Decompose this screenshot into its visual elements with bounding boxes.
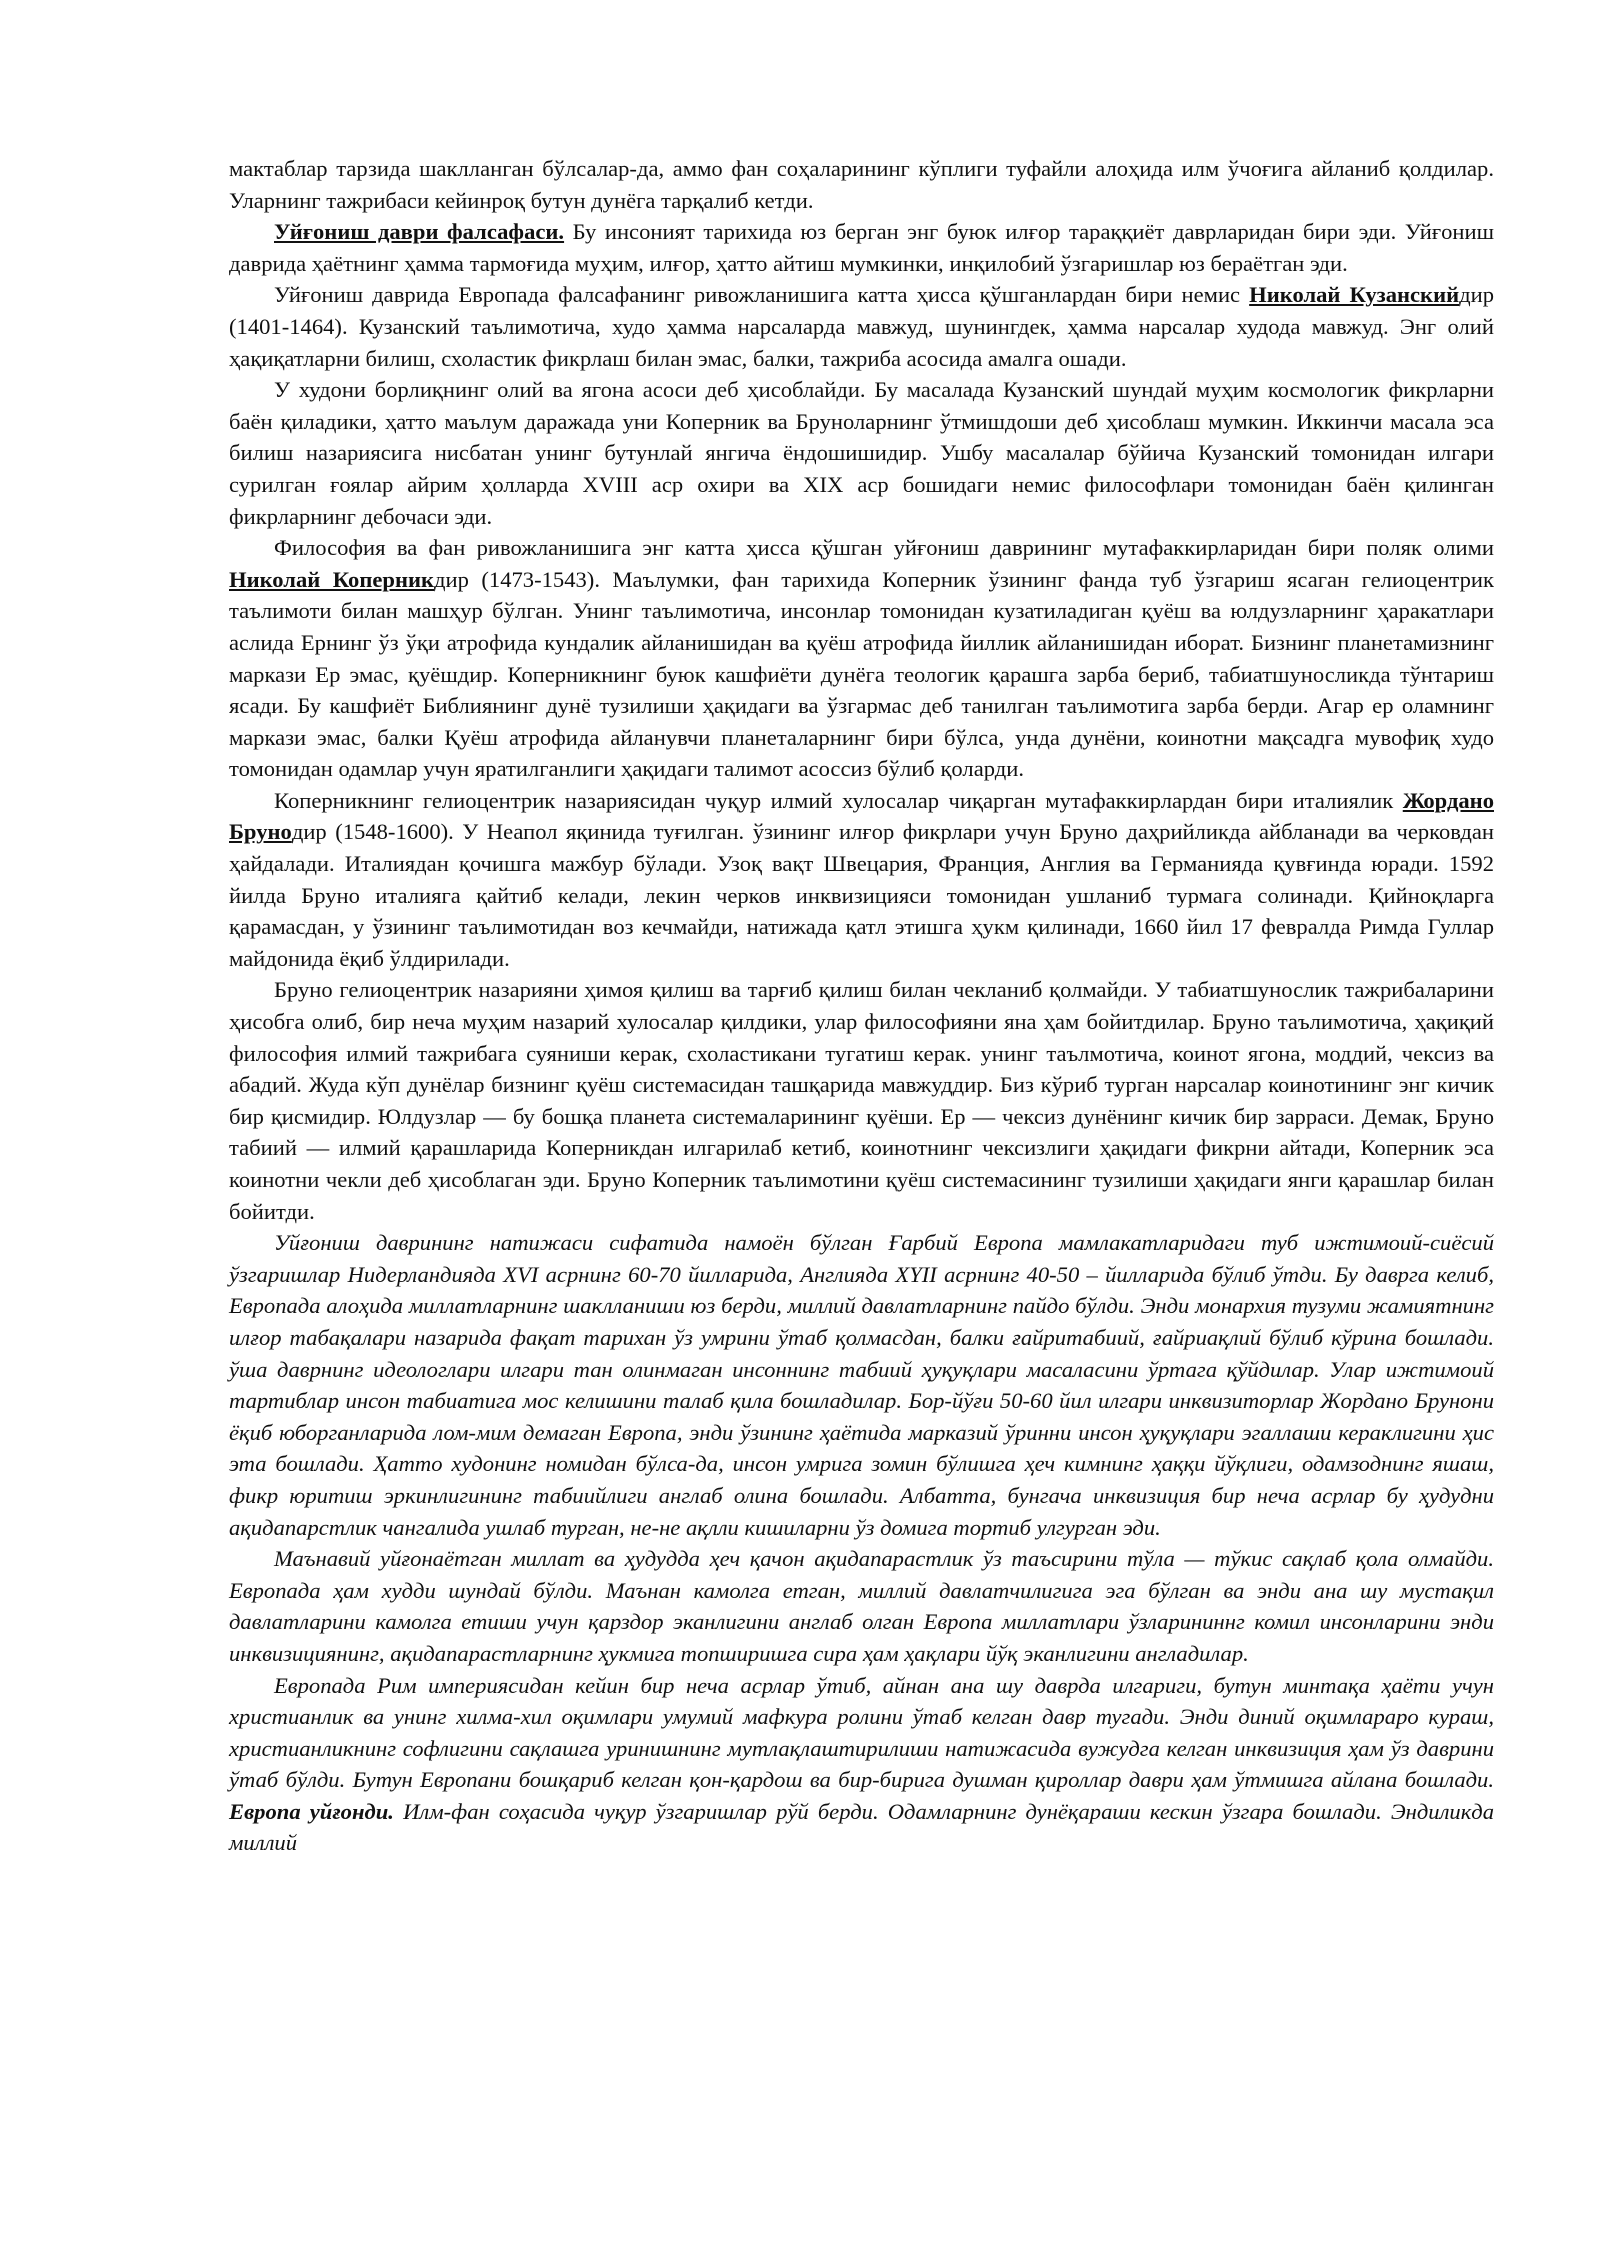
paragraph-text: Илм-фан соҳасида чуқур ўзгаришлар рўй берди. Одамларнинг дунёқараши кескин ўзгара бошлади. Эндиликда миллий	[229, 1798, 1495, 1856]
document-page	[229, 153, 1494, 1859]
paragraph-renaissance-philosophy	[229, 216, 1494, 279]
paragraph-copernicus	[229, 532, 1494, 785]
paragraph-schools	[229, 153, 1494, 216]
paragraph-text: дир (1401-1464). Кузанский таълимотича, худо ҳамма нарсаларда мавжуд, шунингдек, ҳамма нарсалар худода мавжуд. Энг олий ҳақиқатларни билиш, схоластик фикрлаш билан эмас, балки, тажриба асосида амалга ошади.	[229, 282, 1494, 371]
paragraph-bruno-heliocentric	[229, 974, 1494, 1227]
paragraph-europe-awakened	[229, 1670, 1494, 1860]
term-nicholas-of-cusa: Николай Кузанский	[1249, 282, 1460, 308]
bold-phrase: Европа уйғонди.	[229, 1798, 394, 1824]
paragraph-text: Европада Рим империясидан кейин бир неча асрлар ўтиб, айнан ана шу даврда илгариги, бутун минтақа ҳаёти учун христианлик ва унинг хилма-хил оқимлари умумий мафкура ролини ўтаб келган давр тугади. Энди диний оқимлараро кураш, христианликнинг софлигини сақлашга уринишнинг мутлақлаштирилиши натижасида вужудга келган инквизиция ҳам ўз даврини ўтаб бўлди. Бутун Европани бошқариб келган қон-қардош ва бир-бирига душман қироллар даври ҳам ўтмишга айлана бошлади.	[229, 1672, 1494, 1793]
paragraph-bruno	[229, 785, 1494, 975]
paragraph-text: дир (1473-1543). Маълумки, фан тарихида Коперник ўзининг фанда туб ўзгариш ясаган гелиоцентрик таълимоти билан машҳур бўлган. Унинг таълимотича, инсонлар томонидан кузатиладиган қуёш ва юлдузларнинг ҳаракатлари аслида Ернинг ўз ўқи атрофида кундалик айланишидан ва қуёш атрофида йиллик айланишидан иборат. Бизнинг планетамизнинг маркази Ер эмас, қуёшдир. Коперникнинг буюк кашфиёти дунёга теологик қарашга зарба бериб, табиатшуносликда тўнтариш ясади. Бу кашфиёт Библиянинг дунё тузилиши ҳақидаги ва ўзгармас деб танилган таълимотига зарба берди. Агар ер оламнинг маркази эмас, балки Қуёш атрофида айланувчи планеталарнинг бири бўлса, унда дунёни, коинотни мақсадга мувофиқ худо томонидан одамлар учун яратилганлиги ҳақидаги талимот асоссиз бўлиб қоларди.	[229, 566, 1494, 782]
paragraph-text: дир (1548-1600). У Неапол яқинида туғилган. ўзининг илғор фикрлари учун Бруно даҳрийликда айбланади ва черковдан ҳайдалади. Италиядан қочишга мажбур бўлади. Узоқ вақт Швецария, Франция, Англия ва Германияда қувғинда юради. 1592 йилда Бруно италияга қайтиб келади, лекин черков инквизицияси томонидан ушланиб турмага солинади. Қийноқларга қарамасдан, у ўзининг таълимотидан воз кечмайди, натижада қатл этишга ҳукм қилинади, 1660 йил 17 февралда Римда Гуллар майдонида ёқиб ўлдирилади.	[229, 819, 1494, 971]
paragraph-text: Коперникнинг гелиоцентрик назариясидан чуқур илмий хулосалар чиқарган мутафаккирлардан бири италиялик	[274, 787, 1403, 813]
paragraph-text: Маънавий уйғонаётган миллат ва ҳудудда ҳеч қачон ақидапарастлик ўз таъсирини тўла — тўкис сақлаб қола олмайди. Европада ҳам худди шундай бўлди. Маънан камолга етган, миллий давлатчилигига эга бўлган ва энди ана шу мустақил давлатларини камолга етиши учун қарздор эканлигини англаб олган Европа миллатлари ўзларининнг комил инсонларини энди инквизициянинг, ақидапарастларнинг ҳукмига топширишга сира ҳам ҳақлари йўқ эканлигини англадилар.	[229, 1546, 1494, 1666]
paragraph-text: Уйғониш даврининг натижаси сифатида намоён бўлган Ғарбий Европа мамлакатларидаги туб ижтимоий-сиёсий ўзгаришлар Нидерландияда XVI асрнинг 60-70 йилларида, Англияда XYII асрнинг 40-50 – йилларида бўлиб ўтди. Бу даврга келиб, Европада алоҳида миллатларнинг шаклланиши юз берди, миллий давлатларнинг пайдо бўлди. Энди монархия тузуми жамиятнинг илғор табақалари назарида фақат тарихан ўз умрини ўтаб қолмасдан, балки ғайритабиий, ғайриақлий бўлиб кўрина бошлади. ўша даврнинг идеологлари илгари тан олинмаган инсоннинг табиий ҳуқуқлари масаласини ўртага қўйдилар. Улар ижтимоий тартиблар инсон табиатига мос келишини талаб қила бошладилар. Бор-йўғи 50-60 йил илгари инквизиторлар Жордано Брунони ёқиб юборганларида лом-мим демаган Европа, энди ўзининг ҳаётида марказий ўринни инсон ҳуқуқлари эгаллаши кераклигини ҳис эта бошлади. Ҳатто худонинг номидан бўлса-да, инсон умрига зомин бўлишга ҳеч кимнинг ҳаққи йўқлиги, одамзоднинг яшаш, фикр юритиш эркинлигининг табиийлиги англаб олина бошлади. Албатта, бунгача инквизиция бир неча асрлар бу ҳудудни ақидапарстлик чангалида ушлаб турган, не-не ақлли кишиларни ўз домига тортиб улгурган эди.	[229, 1230, 1494, 1540]
paragraph-text: Бу инсоният тарихида юз берган энг буюк илғор тараққиёт даврларидан бири эди. Уйғониш даврида ҳаётнинг ҳамма тармоғида муҳим, илғор, ҳатто айтиш мумкинки, инқилобий ўзгаришлар юз бераётган эди.	[229, 219, 1494, 276]
paragraph-text: Философия ва фан ривожланишига энг катта ҳисса қўшган уйғониш даврининг мутафаккирларидан бири поляк олими	[274, 535, 1494, 561]
paragraph-spiritual-awakening	[229, 1543, 1494, 1669]
paragraph-text: Бруно гелиоцентрик назарияни ҳимоя қилиш ва тарғиб қилиш билан чекланиб қолмайди. У табиатшунослик тажрибаларини ҳисобга олиб, бир неча муҳим назарий хулосалар қилдики, улар философияни яна ҳам бойитдилар. Бруно таълимотича, ҳақиқий философия илмий тажрибага суяниши керак, схоластикани тугатиш керак. унинг таълмотича, коинот ягона, моддий, чексиз ва абадий. Жуда кўп дунёлар бизнинг қуёш системасидан ташқарида мавжуддир. Биз кўриб турган нарсалар коинотининг энг кичик бир қисмидир. Юлдузлар — бу бошқа планета системаларининг қуёши. Ер — чексиз дунёнинг кичик бир зарраси. Демак, Бруно табиий — илмий қарашларида Коперникдан илгарилаб кетиб, коинотнинг чексизлиги ҳақидаги фикрни айтади, Коперник эса коинотни чекли деб ҳисоблаган эди. Бруно Коперник таълимотини қуёш системасининг тузилиши ҳақидаги янги қарашлар билан бойитди.	[229, 977, 1494, 1224]
paragraph-western-europe	[229, 1227, 1494, 1543]
paragraph-text: мактаблар тарзида шаклланган бўлсалар-да, аммо фан соҳаларининг кўплиги туфайли алоҳида илм ўчоғига айланиб қолдилар. Уларнинг тажрибаси кейинроқ бутун дунёга тарқалиб кетди.	[229, 156, 1494, 213]
paragraph-text: Уйғониш даврида Европада фалсафанинг ривожланишига катта ҳисса қўшганлардан бири немис	[274, 282, 1250, 308]
term-copernicus: Николай Коперник	[229, 566, 435, 592]
paragraph-cusanus	[229, 279, 1494, 374]
term-giordano-bruno: Жордано Бруно	[229, 787, 1494, 845]
paragraph-text: У худони борлиқнинг олий ва ягона асоси деб ҳисоблайди. Бу масалада Кузанский шундай муҳим космологик фикрларни баён қиладики, ҳатто маълум даражада уни Коперник ва Бруноларнинг ўтмишдоши деб ҳисоблаш мумкин. Иккинчи масала эса билиш назариясига нисбатан унинг бутунлай янгича ёндошишидир. Ушбу масалалар бўйича Кузанский томонидан илгари сурилган ғоялар айрим ҳолларда XVIII аср охири ва XIX аср бошидаги немис философлари томонидан баён қилинган фикрларнинг дебочаси эди.	[229, 377, 1494, 529]
section-heading: Уйғониш даври фалсафаси.	[274, 219, 565, 245]
paragraph-god-basis	[229, 374, 1494, 532]
